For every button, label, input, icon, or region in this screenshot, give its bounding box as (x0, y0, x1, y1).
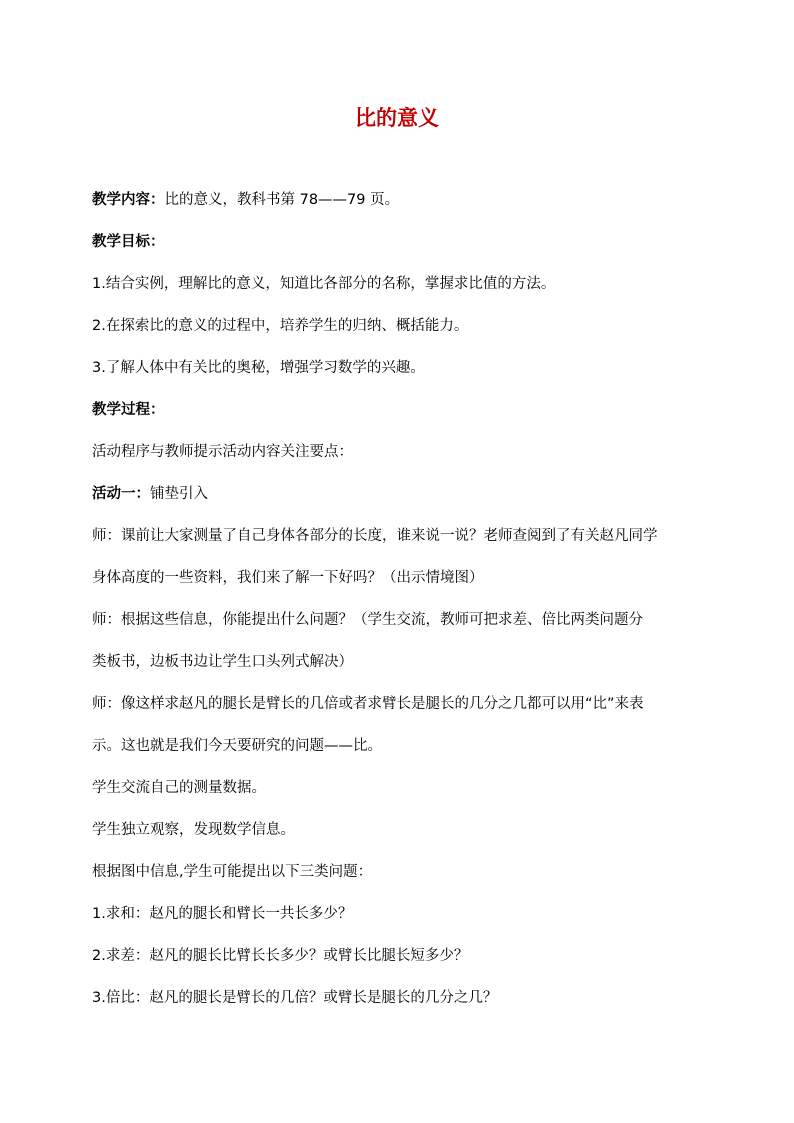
teaching-content (92, 188, 712, 212)
body-line: 根据图中信息,学生可能提出以下三类问题： (92, 864, 373, 880)
body-line: 3.倍比：赵凡的腿长是臂长的几倍？或臂长是腿长的几分之几？ (92, 990, 498, 1006)
body-line: 身体高度的一些资料，我们来了解一下好吗？（出示情境图） (92, 570, 484, 586)
process-heading: 教学过程： (92, 402, 165, 418)
body-line: 师：像这样求赵凡的腿长是臂长的几倍或者求臂长是腿长的几分之几都可以用“比”来表 (92, 696, 644, 712)
goal-item-1: 1.结合实例，理解比的意义，知道比各部分的名称，掌握求比值的方法。 (92, 276, 556, 292)
activity-1-title: 铺垫引入 (150, 486, 208, 502)
document-body (92, 188, 712, 1010)
activity-1-label: 活动一： (92, 486, 150, 502)
body-line: 类板书，边板书边让学生口头列式解决） (92, 654, 353, 670)
goal-item-3: 3.了解人体中有关比的奥秘，增强学习数学的兴趣。 (92, 360, 425, 376)
body-line: 示。这也就是我们今天要研究的问题——比。 (92, 738, 382, 754)
activity-1-heading (92, 482, 712, 506)
body-line: 2.求差：赵凡的腿长比臂长长多少？或臂长比腿长短多少？ (92, 948, 469, 964)
body-line: 学生交流自己的测量数据。 (92, 780, 266, 796)
document-title: 比的意义 (355, 106, 439, 130)
goals-heading: 教学目标： (92, 234, 165, 250)
body-line: 师：根据这些信息，你能提出什么问题？（学生交流，教师可把求差、倍比两类问题分 (92, 612, 643, 628)
body-line: 师：课前让大家测量了自己身体各部分的长度，谁来说一说？老师查阅到了有关赵凡同学 (92, 528, 658, 544)
body-line: 学生独立观察，发现数学信息。 (92, 822, 295, 838)
goal-item-2: 2.在探索比的意义的过程中，培养学生的归纳、概括能力。 (92, 318, 469, 334)
teaching-content-label: 教学内容： (92, 192, 165, 208)
body-line: 1.求和：赵凡的腿长和臂长一共长多少？ (92, 906, 353, 922)
process-intro: 活动程序与教师提示活动内容关注要点： (92, 444, 353, 460)
teaching-content-text: 比的意义，教科书第 78——79 页。 (164, 192, 400, 208)
